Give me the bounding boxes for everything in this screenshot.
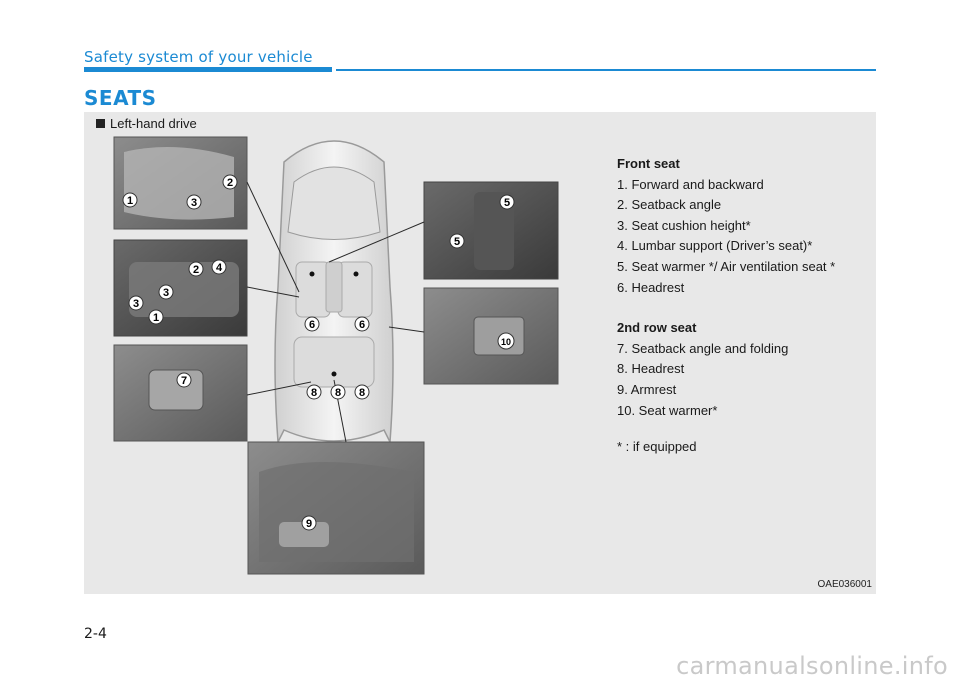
svg-text:3: 3 bbox=[162, 287, 170, 299]
svg-text:8: 8 bbox=[334, 387, 342, 399]
callout-10 bbox=[498, 333, 514, 349]
callout-2 bbox=[223, 175, 237, 189]
figure-code: OAE036001 bbox=[817, 579, 872, 590]
callout-4 bbox=[212, 260, 226, 274]
footnote: * : if equipped bbox=[617, 439, 697, 455]
callout-5 bbox=[500, 195, 514, 209]
console-image bbox=[424, 182, 558, 279]
callout-2 bbox=[189, 262, 203, 276]
rear-door-switch-image bbox=[424, 288, 558, 384]
seat-controls-image bbox=[114, 240, 247, 336]
svg-text:9: 9 bbox=[305, 518, 313, 530]
spacer bbox=[617, 421, 835, 437]
callout-1 bbox=[123, 193, 137, 207]
figure-caption: Left-hand drive bbox=[96, 116, 197, 131]
callout-9 bbox=[302, 516, 316, 530]
rear-fold-button-image bbox=[114, 345, 247, 441]
callout-8 bbox=[355, 385, 369, 399]
svg-text:10: 10 bbox=[500, 337, 512, 347]
square-bullet-icon bbox=[96, 119, 105, 128]
legend-item: 10. Seat warmer* bbox=[617, 402, 718, 418]
front-seat-heading: Front seat bbox=[617, 156, 680, 171]
header-rule-thick bbox=[84, 67, 332, 72]
callout-6 bbox=[355, 317, 369, 331]
watermark: carmanualsonline.info bbox=[676, 652, 948, 680]
svg-text:8: 8 bbox=[310, 387, 318, 399]
svg-text:8: 8 bbox=[358, 387, 366, 399]
page-title: SEATS bbox=[84, 86, 157, 110]
legend-item: 4. Lumbar support (Driver’s seat)* bbox=[617, 238, 813, 254]
svg-text:6: 6 bbox=[358, 319, 366, 331]
callout-8 bbox=[307, 385, 321, 399]
svg-text:2: 2 bbox=[192, 264, 200, 276]
legend-item: 7. Seatback angle and folding bbox=[617, 340, 789, 356]
svg-text:1: 1 bbox=[126, 195, 134, 207]
legend-item: 5. Seat warmer */ Air ventilation seat * bbox=[617, 258, 836, 274]
callout-5 bbox=[450, 234, 464, 248]
callout-6 bbox=[305, 317, 319, 331]
spacer bbox=[617, 298, 835, 318]
legend-item: 8. Headrest bbox=[617, 361, 685, 377]
header-rule-thin bbox=[336, 69, 876, 71]
svg-text:6: 6 bbox=[308, 319, 316, 331]
seats-figure bbox=[84, 112, 876, 594]
svg-text:5: 5 bbox=[503, 197, 511, 209]
svg-text:5: 5 bbox=[453, 236, 461, 248]
seat-legend bbox=[617, 154, 835, 458]
svg-text:3: 3 bbox=[190, 197, 198, 209]
page-number: 2-4 bbox=[84, 626, 107, 642]
legend-item: 6. Headrest bbox=[617, 279, 685, 295]
legend-item: 3. Seat cushion height* bbox=[617, 217, 751, 233]
svg-text:3: 3 bbox=[132, 298, 140, 310]
legend-item: 2. Seatback angle bbox=[617, 197, 722, 213]
svg-text:7: 7 bbox=[180, 375, 188, 387]
callout-1 bbox=[149, 310, 163, 324]
callout-7 bbox=[177, 373, 191, 387]
section-header: Safety system of your vehicle bbox=[84, 48, 313, 66]
svg-text:1: 1 bbox=[152, 312, 160, 324]
armrest-image bbox=[248, 442, 424, 574]
svg-text:2: 2 bbox=[226, 177, 234, 189]
callout-8 bbox=[331, 385, 345, 399]
svg-text:4: 4 bbox=[215, 262, 223, 274]
rear-seat-heading: 2nd row seat bbox=[617, 320, 697, 336]
callout-3 bbox=[159, 285, 173, 299]
callout-3 bbox=[187, 195, 201, 209]
legend-item: 9. Armrest bbox=[617, 381, 677, 397]
legend-item: 1. Forward and backward bbox=[617, 176, 764, 192]
callout-3 bbox=[129, 296, 143, 310]
